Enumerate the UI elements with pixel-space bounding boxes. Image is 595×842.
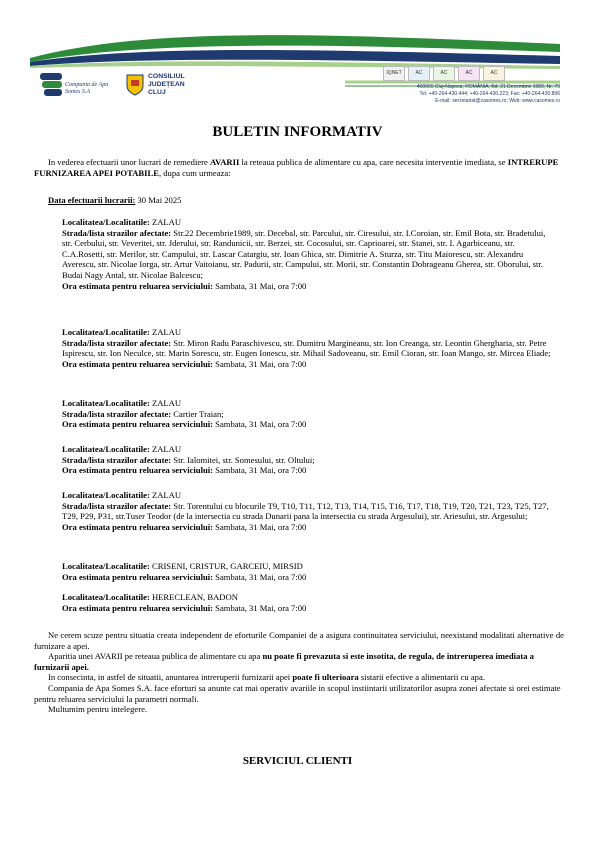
cert-badge: AC bbox=[408, 66, 430, 81]
address-line: 400065 Cluj-Napoca, ROMÂNIA, Bd. 21 Decembrie 1989, Nr. 79 bbox=[416, 84, 560, 90]
locality-value: HERECLEAN, BADON bbox=[149, 592, 238, 602]
locality-value: ZALAU bbox=[149, 327, 182, 337]
streets-value: Str. Torentului cu blocurile T9, T10, T11, T12, T13, T14, T15, T16, T17, T18, T19, T20, T21, T23, T25, T27, T29, P29, P31, str.Tuser Teodor (de la intersectia cu strada Dunarii pana la intersectia cu strada Argesului), str. Ariesului, str. Argesului; bbox=[62, 500, 549, 522]
company-logo bbox=[38, 70, 120, 100]
document-title: BULETIN INFORMATIV bbox=[212, 124, 383, 140]
streets-label: Strada/lista strazilor afectate: bbox=[62, 454, 172, 465]
council-line2: JUDEȚEAN bbox=[148, 81, 185, 88]
effort-paragraph: Compania de Apa Somes S.A. face eforturi sa anunte cat mai operativ avariile in scopul instiintarii utilizatorilor asupra zonei afectate si orei estimate pentru reluarea serviciului la parametri normali. bbox=[34, 682, 561, 704]
certification-badges bbox=[383, 66, 505, 81]
streets-label: Strada/lista strazilor afectate: bbox=[62, 337, 172, 348]
streets-label: Strada/lista strazilor afectate: bbox=[62, 408, 172, 419]
closing-block bbox=[34, 630, 564, 715]
intro-interrupt: INTRERUPE FURNIZAREA APEI POTABILE bbox=[34, 157, 559, 178]
cert-badge: AC bbox=[483, 66, 505, 81]
apology-paragraph: Ne cerem scuze pentru situatia creata independent de eforturile Companiei de a asigura continuitatea serviciului, neexistand modalitati alternative de furnizare a apei. bbox=[34, 630, 564, 651]
time-label: Ora estimata pentru reluarea serviciului: bbox=[62, 602, 214, 613]
intro-text: la reteaua publica de alimentare cu apa, care necesita interventie imediata, se bbox=[239, 157, 508, 167]
council-name bbox=[148, 73, 185, 97]
phone-line: Tel: +40-264-430.444; +40-264-430.223; Fax: +40-264-430.896 bbox=[419, 91, 560, 97]
streets-label: Strada/lista strazilor afectate: bbox=[62, 227, 172, 238]
intro-text: In vederea efectuarii unor lucrari de remediere bbox=[48, 157, 210, 167]
locality-label: Localitatea/Localitatile: bbox=[62, 444, 150, 454]
streets-value: Str. Ialomitei, str. Somesului, str. Oltului; bbox=[171, 454, 315, 465]
streets-value: Str.22 Decembrie1989, str. Decebal, str. Parcului, str. Ciresului, str. I.Coroian, str. Emil Bota, str. Bradetului, str. Cerbului, str. Veveritei, str. Jderului, str. Randunicii, str. Berzei, str. Cocosului, str. Caprioarei, str. Stanei, str. I. Agarbiceanu, str. C.A.Rosetti, str. Merilor, str. Campului, str. Lascar Catargiu, str. Ioan Ghica, str. Dimitrie A. Sturza, str. Titu Maiorescu, str. Alexandru Averescu, str. Nicolae Iorga, str. Artur Vaitoianu, str. Padurii, str. Campului, str. Morii, str. Constantin Dobrageanu Gherea, str. Oborului, str. Budai Nagy Antal, str. Nicolae Balcescu; bbox=[62, 227, 546, 280]
outage-section bbox=[62, 561, 552, 582]
intro-paragraph bbox=[34, 157, 564, 178]
work-date-label: Data efectuarii lucrarii: bbox=[48, 195, 136, 205]
intro-text: , dupa cum urmeaza: bbox=[158, 167, 231, 178]
locality-label: Localitatea/Localitatile: bbox=[62, 490, 150, 500]
time-value: Sambata, 31 Mai, ora 7:00 bbox=[213, 419, 307, 430]
time-value: Sambata, 31 Mai, ora 7:00 bbox=[213, 465, 307, 476]
work-date bbox=[48, 195, 181, 206]
time-label: Ora estimata pentru reluarea serviciului: bbox=[62, 521, 214, 532]
work-date-value: 30 Mai 2025 bbox=[135, 195, 182, 205]
coat-of-arms-icon bbox=[126, 74, 144, 96]
avarie-paragraph bbox=[34, 651, 564, 672]
streets-value: Cartier Traian; bbox=[171, 408, 224, 419]
notice-text: sistarii efective a alimentarii cu apa. bbox=[360, 672, 485, 683]
company-name-line2: Somes S.A bbox=[65, 89, 90, 95]
time-label: Ora estimata pentru reluarea serviciului: bbox=[62, 419, 214, 430]
locality-label: Localitatea/Localitatile: bbox=[62, 592, 150, 602]
time-label: Ora estimata pentru reluarea serviciului: bbox=[62, 465, 214, 476]
time-label: Ora estimata pentru reluarea serviciului: bbox=[62, 358, 214, 369]
time-value: Sambata, 31 Mai, ora 7:00 bbox=[213, 602, 307, 613]
intro-avarii: AVARII bbox=[210, 157, 240, 167]
outage-section bbox=[62, 490, 552, 532]
time-label: Ora estimata pentru reluarea serviciului: bbox=[62, 571, 214, 582]
cert-badge: AC bbox=[458, 66, 480, 81]
locality-label: Localitatea/Localitatile: bbox=[62, 327, 150, 337]
streets-label: Strada/lista strazilor afectate: bbox=[62, 500, 172, 511]
company-name-line1: Compania de Apa bbox=[65, 82, 109, 88]
email-web-line: E-mail: secretariat@casomes.ro; Web: www.casomes.ro bbox=[435, 98, 560, 104]
locality-value: ZALAU bbox=[149, 490, 182, 500]
locality-value: ZALAU bbox=[149, 398, 182, 408]
locality-value: ZALAU bbox=[149, 444, 182, 454]
locality-value: ZALAU bbox=[149, 217, 182, 227]
time-value: Sambata, 31 Mai, ora 7:00 bbox=[213, 571, 307, 582]
time-value: Sambata, 31 Mai, ora 7:00 bbox=[213, 521, 307, 532]
council-line1: CONSILIUL bbox=[148, 73, 185, 80]
streets-value: Str. Miron Radu Paraschivescu, str. Dumitru Margineanu, str. Ion Creanga, str. Leontin Ghergharia, str. Petre Ispirescu, str. Ion Neculce, str. Marin Sorescu, str. Eugen Ionescu, str. Mihail Sadoveanu, str. Emil Cioran, str. Ioan Mango, str. Mircea Eliade; bbox=[62, 337, 551, 359]
locality-label: Localitatea/Localitatile: bbox=[62, 561, 150, 571]
cert-badge: IQNET bbox=[383, 66, 405, 81]
cert-badge: AC bbox=[433, 66, 455, 81]
signature-department: SERVICIUL CLIENTI bbox=[242, 755, 353, 767]
outage-section bbox=[62, 217, 552, 291]
outage-section bbox=[62, 444, 552, 476]
locality-label: Localitatea/Localitatile: bbox=[62, 217, 150, 227]
notice-text: In consecinta, in astfel de situatii, anuntarea intreruperii furnizarii apei bbox=[48, 672, 293, 683]
outage-section bbox=[62, 592, 552, 613]
contact-address bbox=[338, 84, 560, 105]
outage-section bbox=[62, 398, 552, 430]
notice-paragraph bbox=[34, 672, 564, 683]
locality-value: CRISENI, CRISTUR, GARCEIU, MIRSID bbox=[149, 561, 303, 571]
time-value: Sambata, 31 Mai, ora 7:00 bbox=[213, 358, 307, 369]
time-value: Sambata, 31 Mai, ora 7:00 bbox=[213, 280, 307, 291]
locality-label: Localitatea/Localitatile: bbox=[62, 398, 150, 408]
outage-section bbox=[62, 327, 552, 369]
thanks-paragraph: Multumim pentru intelegere. bbox=[48, 704, 148, 715]
avarie-bold-text: nu poate fi prevazuta si este insotita, de regula, de intreruperea imediata a furnizarii apei. bbox=[34, 651, 534, 672]
council-line3: CLUJ bbox=[148, 89, 166, 96]
time-label: Ora estimata pentru reluarea serviciului: bbox=[62, 280, 214, 291]
avarie-text: Aparitia unei AVARII pe reteaua publica de alimentare cu apa bbox=[48, 651, 263, 662]
notice-bold-text: poate fi ulterioara bbox=[292, 672, 361, 683]
